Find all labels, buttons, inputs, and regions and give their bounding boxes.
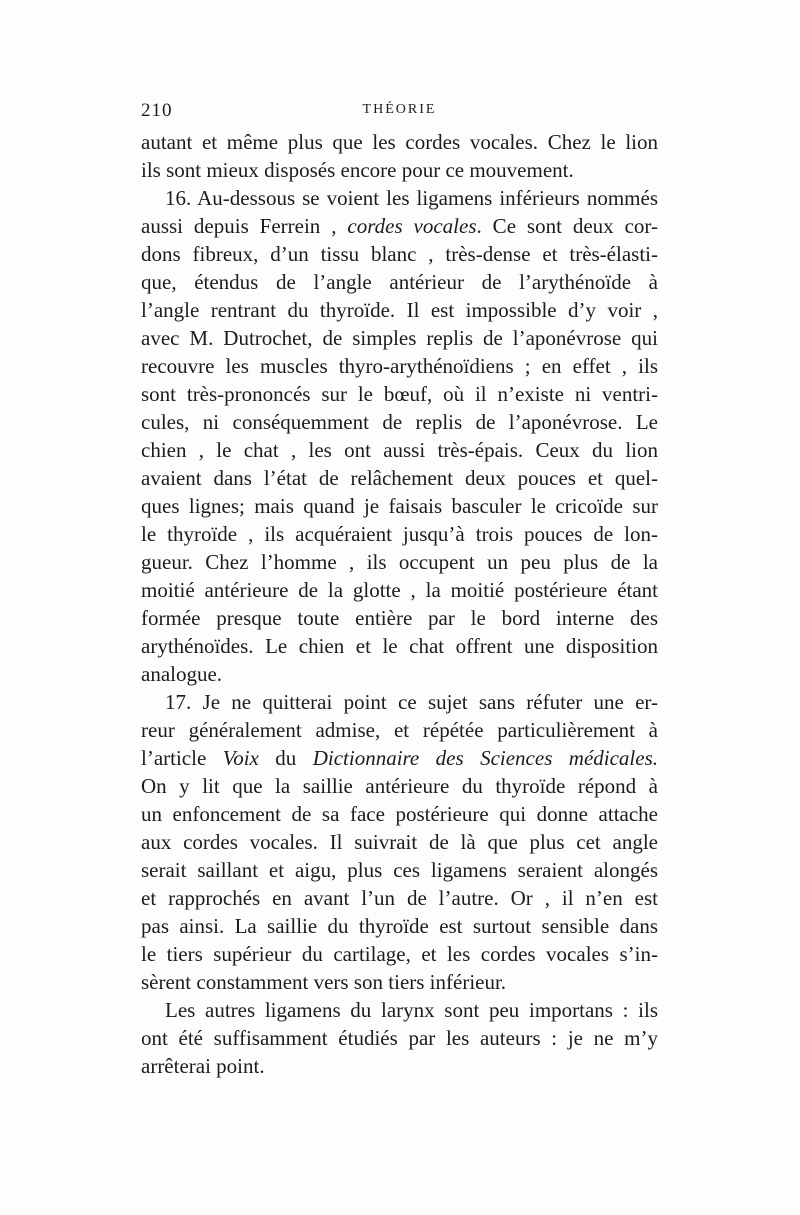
paragraph-17-start: 17. Je ne quitterai point ce sujet sans réfuter une er- — [165, 690, 658, 714]
page-number: 210 — [141, 100, 173, 121]
running-head: THÉORIE — [362, 102, 437, 117]
italic-term: Voix — [222, 746, 259, 770]
paragraph-final-start: Les autres ligamens du larynx sont peu importans : ils — [165, 998, 658, 1022]
text-line: reur généralement admise, et répétée particulièrement à — [141, 718, 658, 742]
page-header — [141, 100, 658, 128]
text-line: un enfoncement de sa face postérieure qui donne attache — [141, 802, 658, 826]
text-line: recouvre les muscles thyro-arythénoïdiens ; en effet , ils — [141, 354, 658, 378]
text-line — [141, 212, 658, 240]
text-line: gueur. Chez l’homme , ils occupent un peu plus de la — [141, 550, 658, 574]
text-line: ques lignes; mais quand je faisais basculer le cricoïde sur — [141, 494, 658, 518]
text-line: arrêterai point. — [141, 1054, 265, 1078]
text-line: analogue. — [141, 662, 223, 686]
text-line: pas ainsi. La saillie du thyroïde est surtout sensible dans — [141, 914, 658, 938]
text-line: sèrent constamment vers son tiers inférieur. — [141, 970, 507, 994]
text-fragment: l’article — [141, 746, 223, 770]
text-line: chien , le chat , les ont aussi très-épais. Ceux du lion — [141, 438, 658, 462]
text-line: le tiers supérieur du cartilage, et les cordes vocales s’in- — [141, 942, 658, 966]
text-line: avaient dans l’état de relâchement deux pouces et quel- — [141, 466, 658, 490]
text-line: aux cordes vocales. Il suivrait de là que plus cet angle — [141, 830, 658, 854]
italic-title: Dictionnaire des Sciences médicales. — [312, 746, 659, 770]
text-line: serait saillant et aigu, plus ces ligamens seraient alongés — [141, 858, 658, 882]
text-line: l’angle rentrant du thyroïde. Il est impossible d’y voir , — [141, 298, 658, 322]
text-line: autant et même plus que les cordes vocales. Chez le lion — [141, 130, 658, 154]
paragraph-16-start: 16. Au-dessous se voient les ligamens inférieurs nommés — [165, 186, 658, 210]
body-text — [141, 128, 658, 1080]
text-line: ont été suffisamment étudiés par les auteurs : je ne m’y — [141, 1026, 658, 1050]
text-fragment: . Ce sont deux cor- — [476, 214, 658, 238]
italic-term: cordes vocales — [347, 214, 477, 238]
text-line: arythénoïdes. Le chien et le chat offrent une disposition — [141, 634, 658, 658]
text-line: On y lit que la saillie antérieure du thyroïde répond à — [141, 774, 658, 798]
text-line: sont très-prononcés sur le bœuf, où il n’existe ni ventri- — [141, 382, 658, 406]
text-line: moitié antérieure de la glotte , la moitié postérieure étant — [141, 578, 658, 602]
text-line — [141, 744, 658, 772]
text-line: ils sont mieux disposés encore pour ce mouvement. — [141, 158, 574, 182]
text-line: que, étendus de l’angle antérieur de l’arythénoïde à — [141, 270, 658, 294]
text-line: le thyroïde , ils acquéraient jusqu’à trois pouces de lon- — [141, 522, 658, 546]
text-fragment: du — [258, 746, 313, 770]
text-line: avec M. Dutrochet, de simples replis de l’aponévrose qui — [141, 326, 658, 350]
text-fragment: aussi depuis Ferrein , — [141, 214, 348, 238]
text-line: cules, ni conséquemment de replis de l’aponévrose. Le — [141, 410, 658, 434]
text-line: dons fibreux, d’un tissu blanc , très-dense et très-élasti- — [141, 242, 658, 266]
text-line: formée presque toute entière par le bord interne des — [141, 606, 658, 630]
text-line: et rapprochés en avant l’un de l’autre. Or , il n’en est — [141, 886, 658, 910]
